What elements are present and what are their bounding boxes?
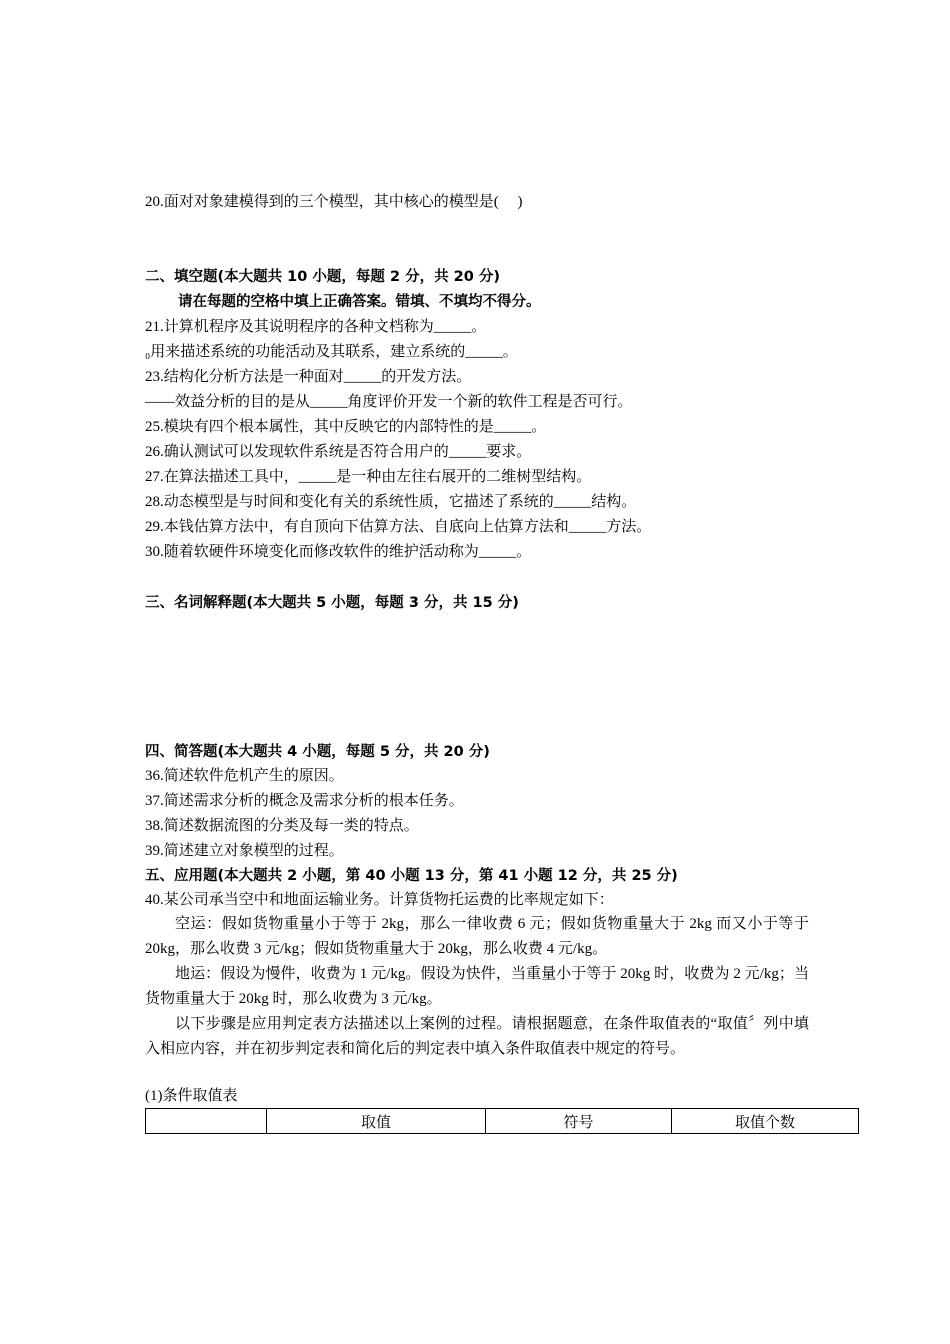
table-header-count: 取值个数 <box>672 1109 859 1134</box>
question-25: 25.模块有四个根本属性，其中反映它的内部特性的是_____。 <box>145 419 547 435</box>
section-2-heading: 二、填空题(本大题共 10 小题，每题 2 分，共 20 分) <box>145 269 500 285</box>
question-22: ₀用来描述系统的功能活动及其联系，建立系统的_____。 <box>145 344 518 360</box>
question-29: 29.本钱估算方法中，有自顶向下估算方法、自底向上估算方法和_____方法。 <box>145 519 652 535</box>
ground-transport-rule: 地运：假设为慢件，收费为 1 元/kg。假设为快件，当重量小于等于 20kg 时，收费为 2 元/kg；当货物重量大于 20kg 时，那么收费为 3 元/kg。 <box>145 966 809 1007</box>
section-4-heading: 四、简答题(本大题共 4 小题，每题 5 分，共 20 分) <box>145 744 490 760</box>
question-27: 27.在算法描述工具中，_____是一种由左往右展开的二维树型结构。 <box>145 469 592 485</box>
table-header-blank <box>146 1109 267 1134</box>
table-header-value: 取值 <box>267 1109 486 1134</box>
question-40: 40.某公司承当空中和地面运输业务。计算货物托运费的比率规定如下： <box>145 892 614 908</box>
condition-value-table <box>145 1108 859 1134</box>
question-36: 36.简述软件危机产生的原因。 <box>145 768 344 784</box>
section-5-heading: 五、应用题(本大题共 2 小题，第 40 小题 13 分，第 41 小题 12 分，共 25 分) <box>145 868 678 884</box>
question-30: 30.随着软硬件环境变化而修改软件的维护活动称为_____。 <box>145 544 532 560</box>
question-20: 20.面对对象建模得到的三个模型，其中核心的模型是( ) <box>145 194 523 210</box>
question-28: 28.动态模型是与时间和变化有关的系统性质，它描述了系统的_____结构。 <box>145 494 637 510</box>
question-37: 37.简述需求分析的概念及需求分析的根本任务。 <box>145 793 464 809</box>
decision-table-steps: 以下步骤是应用判定表方法描述以上案例的过程。请根据题意，在条件取值表的“取值〞列中填入相应内容，并在初步判定表和简化后的判定表中填入条件取值表中规定的符号。 <box>145 1016 809 1057</box>
section-2-instruction: 请在每题的空格中填上正确答案。错填、不填均不得分。 <box>178 294 541 310</box>
question-24: ——效益分析的目的是从_____角度评价开发一个新的软件工程是否可行。 <box>145 394 633 410</box>
section-3-heading: 三、名词解释题(本大题共 5 小题，每题 3 分，共 15 分) <box>145 595 519 611</box>
table-header-symbol: 符号 <box>486 1109 672 1134</box>
air-transport-rule: 空运：假如货物重量小于等于 2kg，那么一律收费 6 元；假如货物重量大于 2kg 而又小于等于 20kg，那么收费 3 元/kg；假如货物重量大于 20kg，那么收费 4 元/kg。 <box>145 916 809 957</box>
question-39: 39.简述建立对象模型的过程。 <box>145 843 344 859</box>
condition-table-caption: (1)条件取值表 <box>145 1088 238 1104</box>
question-38: 38.简述数据流图的分类及每一类的特点。 <box>145 818 419 834</box>
question-21: 21.计算机程序及其说明程序的各种文档称为_____。 <box>145 319 487 335</box>
question-26: 26.确认测试可以发现软件系统是否符合用户的_____要求。 <box>145 444 532 460</box>
table-header-row <box>146 1109 859 1134</box>
question-23: 23.结构化分析方法是一种面对_____的开发方法。 <box>145 369 472 385</box>
